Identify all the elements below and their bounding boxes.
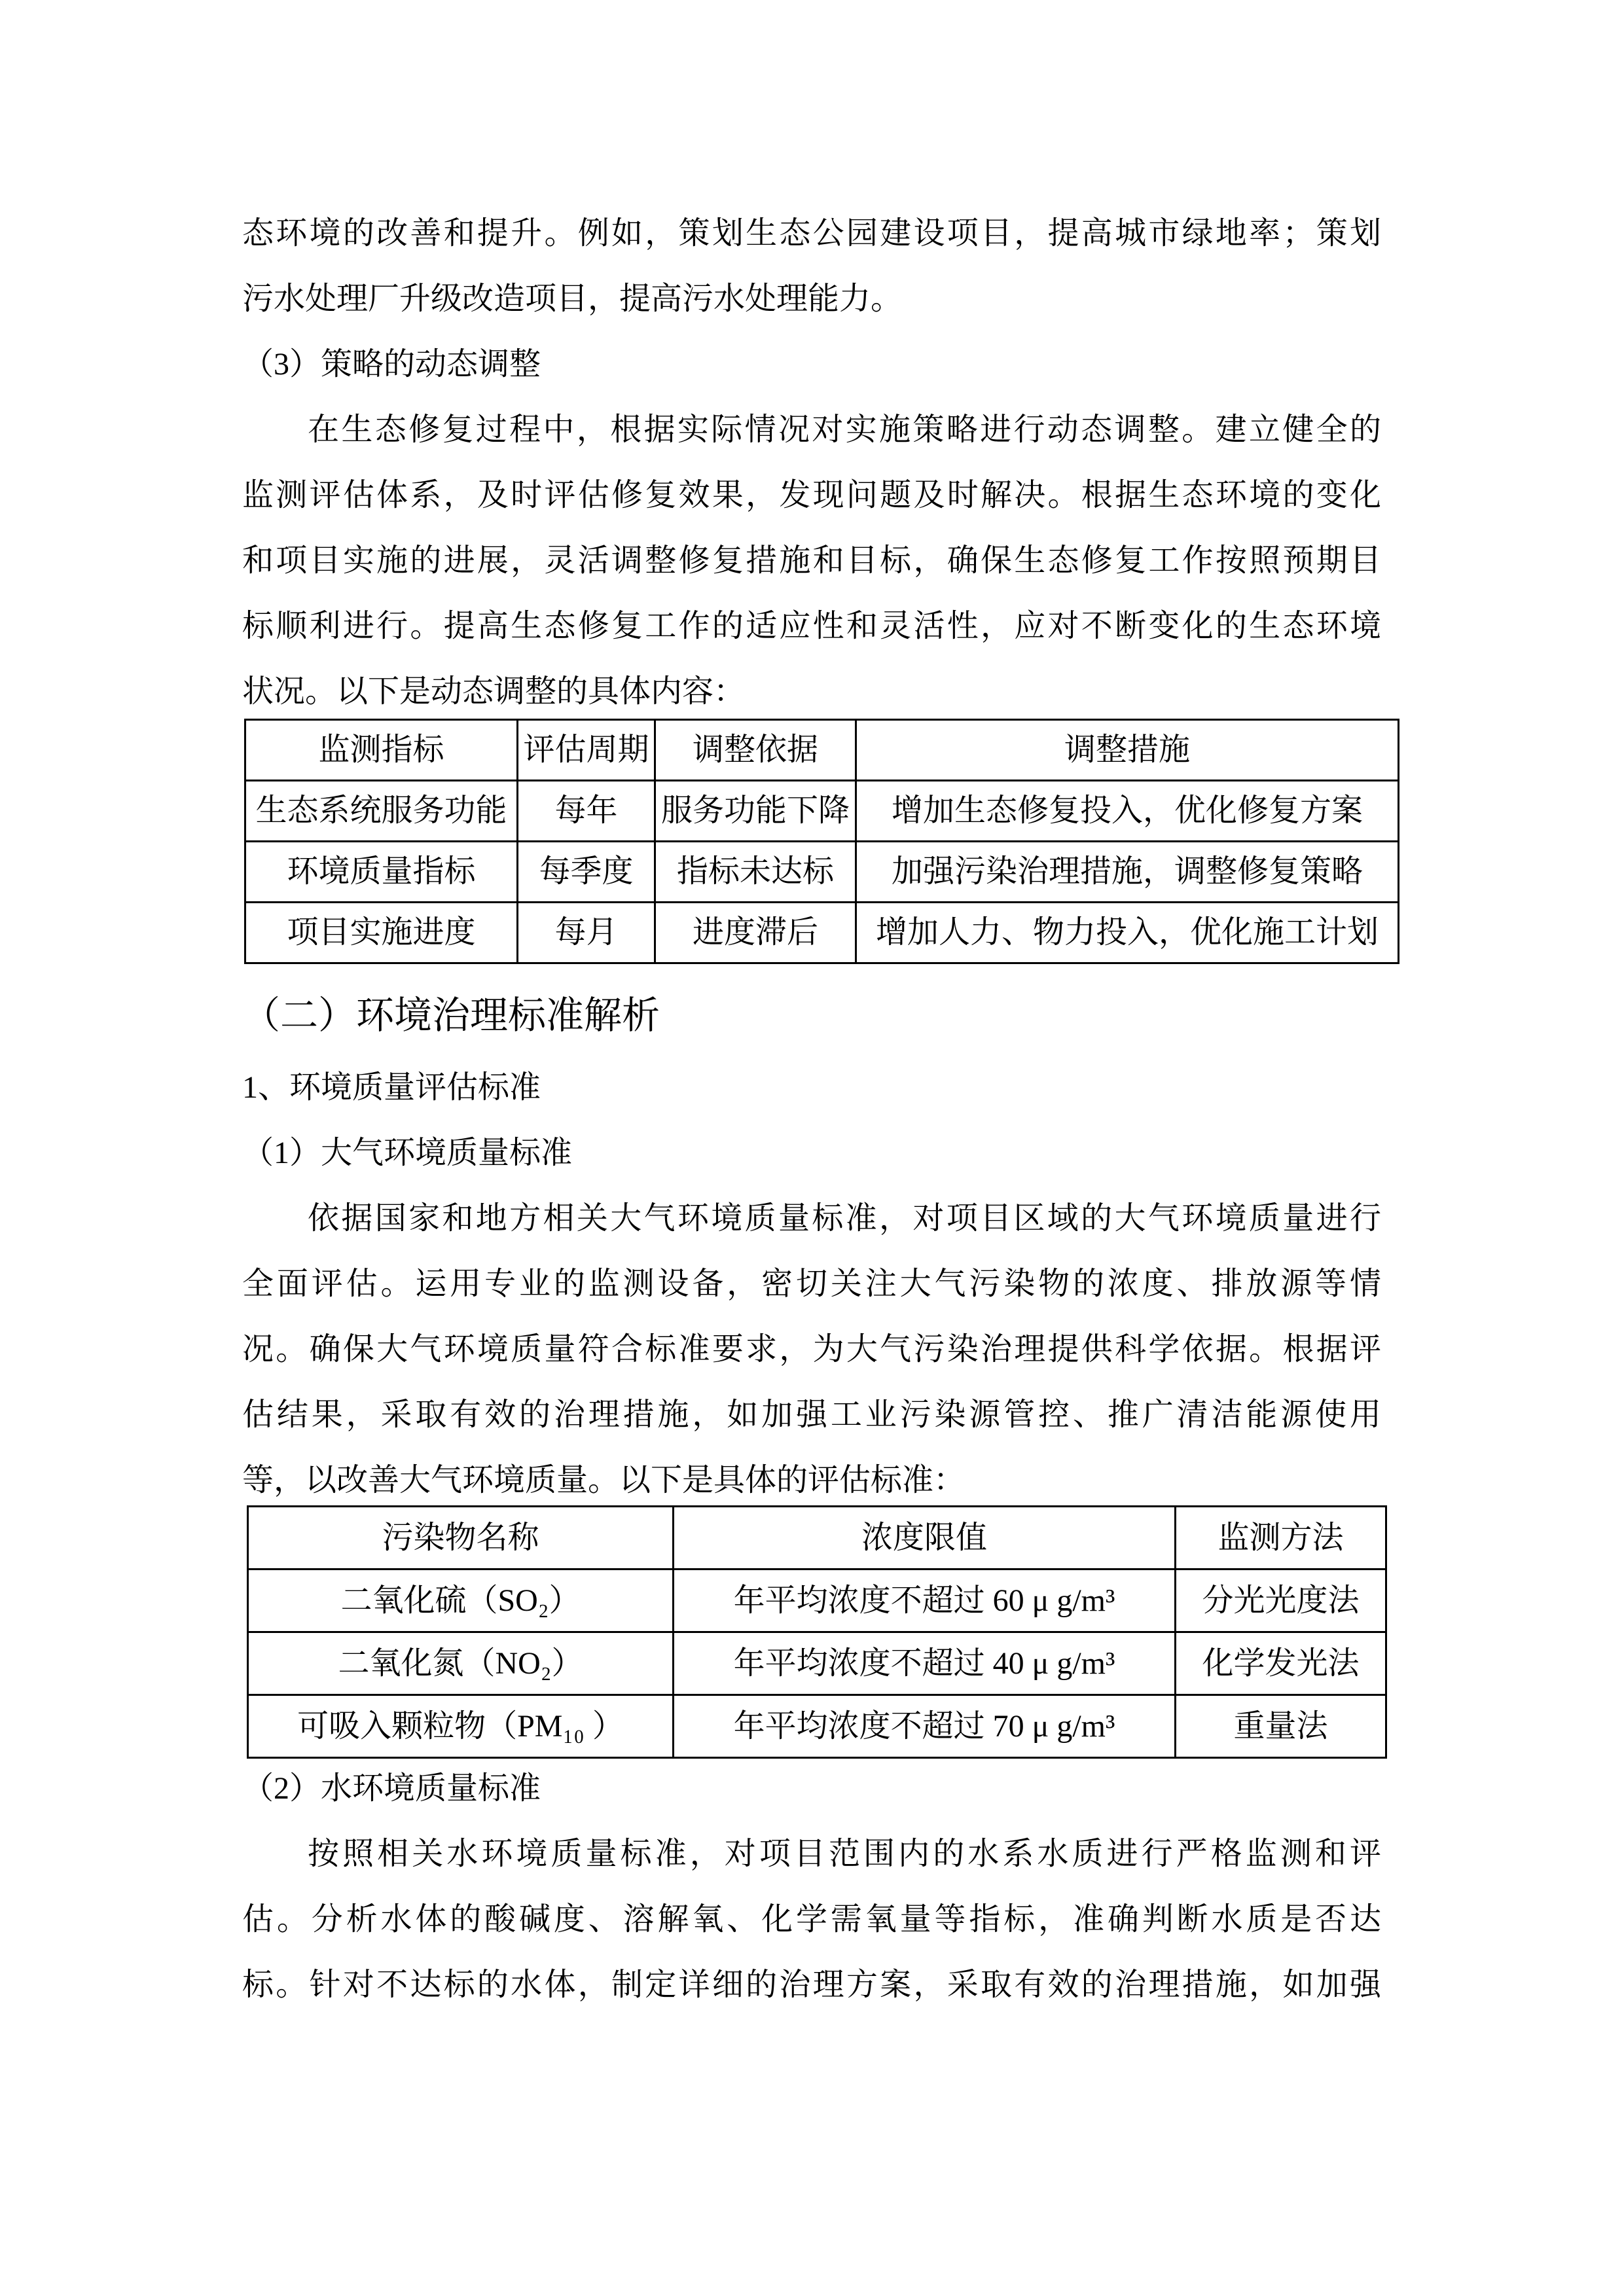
column-header: 浓度限值 bbox=[674, 1507, 1176, 1570]
table-cell: 每年 bbox=[518, 781, 655, 842]
body-line: 标顺利进行。提高生态修复工作的适应性和灵活性，应对不断变化的生态环境 bbox=[242, 609, 1381, 643]
column-header: 调整措施 bbox=[856, 720, 1399, 781]
body-line: 态环境的改善和提升。例如，策划生态公园建设项目，提高城市绿地率；策划 bbox=[242, 216, 1381, 251]
table-cell: 增加人力、物力投入，优化施工计划 bbox=[856, 903, 1399, 963]
body-line: 状况。以下是动态调整的具体内容： bbox=[242, 674, 746, 709]
table-cell: 年平均浓度不超过 70 μ g/m³ bbox=[674, 1695, 1176, 1758]
body-line: 监测评估体系，及时评估修复效果，发现问题及时解决。根据生态环境的变化 bbox=[242, 478, 1381, 512]
table-row bbox=[248, 1632, 1386, 1695]
column-header: 污染物名称 bbox=[248, 1507, 674, 1570]
table-cell: 进度滞后 bbox=[655, 903, 856, 963]
table-cell: 每季度 bbox=[518, 842, 655, 903]
sub-heading-1-2: （2）水环境质量标准 bbox=[242, 1771, 541, 1806]
column-header: 监测指标 bbox=[245, 720, 518, 781]
dynamic-adjustment-table bbox=[244, 719, 1399, 964]
table-cell: 年平均浓度不超过 60 μ g/m³ bbox=[674, 1570, 1176, 1632]
body-line: 污水处理厂升级改造项目，提高污水处理能力。 bbox=[242, 281, 903, 316]
table-row bbox=[248, 1695, 1386, 1758]
table-cell: 二氧化氮（NO₂） bbox=[248, 1632, 674, 1695]
body-line: 估结果，采取有效的治理措施，如加强工业污染源管控、推广清洁能源使用 bbox=[242, 1397, 1381, 1432]
table-cell: 分光光度法 bbox=[1176, 1570, 1386, 1632]
table-cell: 项目实施进度 bbox=[245, 903, 518, 963]
body-line: 等，以改善大气环境质量。以下是具体的评估标准： bbox=[242, 1463, 965, 1498]
body-line: 依据国家和地方相关大气环境质量标准，对项目区域的大气环境质量进行 bbox=[308, 1201, 1381, 1236]
table-row bbox=[245, 842, 1399, 903]
table-cell: 化学发光法 bbox=[1176, 1632, 1386, 1695]
sub-heading-1-1: （1）大气环境质量标准 bbox=[242, 1136, 573, 1170]
table-cell: 可吸入颗粒物（PM₁₀ ） bbox=[248, 1695, 674, 1758]
table-header-row bbox=[245, 720, 1399, 781]
table-cell: 增加生态修复投入，优化修复方案 bbox=[856, 781, 1399, 842]
sub-heading-3: （3）策略的动态调整 bbox=[242, 347, 541, 382]
table-cell: 服务功能下降 bbox=[655, 781, 856, 842]
table-cell: 生态系统服务功能 bbox=[245, 781, 518, 842]
body-line: 和项目实施的进展，灵活调整修复措施和目标，确保生态修复工作按照预期目 bbox=[242, 543, 1381, 578]
body-line: 估。分析水体的酸碱度、溶解氧、化学需氧量等指标，准确判断水质是否达 bbox=[242, 1902, 1381, 1937]
table-cell: 环境质量指标 bbox=[245, 842, 518, 903]
page-content bbox=[242, 0, 1381, 2018]
table-cell: 重量法 bbox=[1176, 1695, 1386, 1758]
body-line: 况。确保大气环境质量符合标准要求，为大气污染治理提供科学依据。根据评 bbox=[242, 1332, 1381, 1367]
body-line: 全面评估。运用专业的监测设备，密切关注大气污染物的浓度、排放源等情 bbox=[242, 1266, 1381, 1301]
column-header: 调整依据 bbox=[655, 720, 856, 781]
sub-heading-1: 1、环境质量评估标准 bbox=[242, 1070, 541, 1105]
air-quality-standard-table bbox=[247, 1505, 1387, 1759]
table-row bbox=[245, 781, 1399, 842]
section-heading: （二）环境治理标准解析 bbox=[242, 994, 660, 1037]
table-cell: 年平均浓度不超过 40 μ g/m³ bbox=[674, 1632, 1176, 1695]
column-header: 监测方法 bbox=[1176, 1507, 1386, 1570]
body-line: 标。针对不达标的水体，制定详细的治理方案，采取有效的治理措施，如加强 bbox=[242, 1967, 1381, 2002]
table-cell: 加强污染治理措施，调整修复策略 bbox=[856, 842, 1399, 903]
table-cell: 二氧化硫（SO₂） bbox=[248, 1570, 674, 1632]
table-row bbox=[248, 1570, 1386, 1632]
table-cell: 指标未达标 bbox=[655, 842, 856, 903]
body-line: 按照相关水环境质量标准，对项目范围内的水系水质进行严格监测和评 bbox=[308, 1837, 1381, 1871]
table-cell: 每月 bbox=[518, 903, 655, 963]
body-line: 在生态修复过程中，根据实际情况对实施策略进行动态调整。建立健全的 bbox=[308, 412, 1381, 447]
table-row bbox=[245, 903, 1399, 963]
table-header-row bbox=[248, 1507, 1386, 1570]
column-header: 评估周期 bbox=[518, 720, 655, 781]
